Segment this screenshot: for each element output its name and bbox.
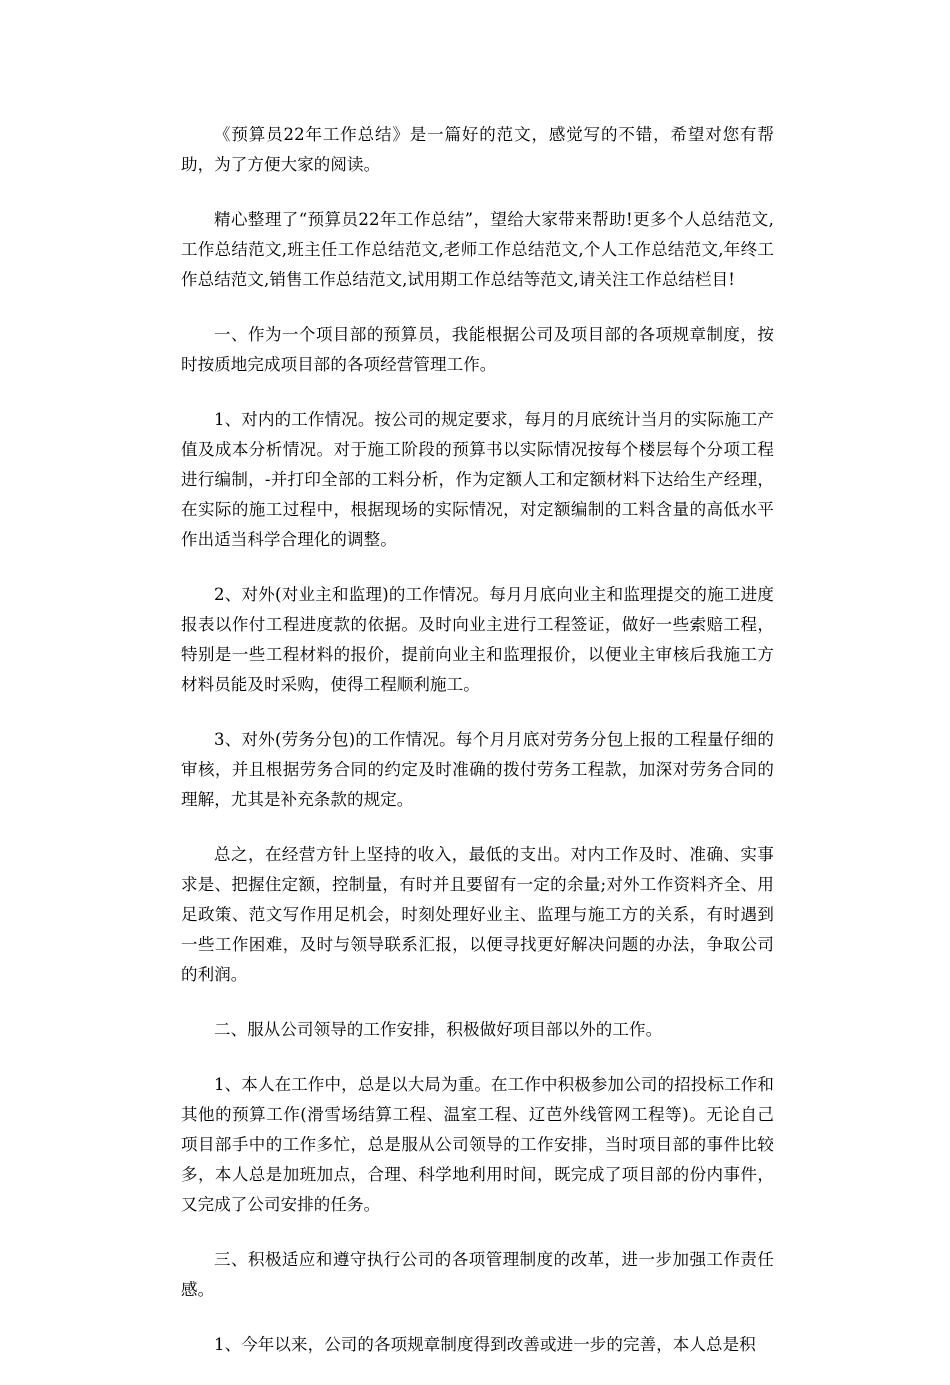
- document-body: [181, 120, 774, 1385]
- external-owner-paragraph: 2、对外(对业主和监理)的工作情况。每月月底向业主和监理提交的施工进度报表以作付工程进度款的依据。及时向业主进行工程签证，做好一些索赔工程，特别是一些工程材料的报价，提前向业主和监理报价，以便业主审核后我施工方材料员能及时采购，使得工程顺利施工。: [181, 585, 774, 694]
- intro-paragraph: 《预算员22年工作总结》是一篇好的范文，感觉写的不错，希望对您有帮助，为了方便大家的阅读。: [181, 125, 774, 174]
- section-two-heading: 二、服从公司领导的工作安排，积极做好项目部以外的工作。: [214, 1020, 663, 1039]
- recommendation-paragraph: 精心整理了“预算员22年工作总结”，望给大家带来帮助!更多个人总结范文,工作总结范文,班主任工作总结范文,老师工作总结范文,个人工作总结范文,年终工作总结范文,销售工作总结范文,试用期工作总结等范文,请关注工作总结栏目!: [181, 210, 774, 289]
- overall-situation-paragraph: 1、本人在工作中，总是以大局为重。在工作中积极参加公司的招投标工作和其他的预算工作(滑雪场结算工程、温室工程、辽芭外线管网工程等)。无论自己项目部手中的工作多忙，总是服从公司领导的工作安排，当时项目部的事件比较多，本人总是加班加点，合理、科学地利用时间，既完成了项目部的份内事件，又完成了公司安排的任务。: [181, 1075, 774, 1214]
- internal-work-paragraph: 1、对内的工作情况。按公司的规定要求，每月的月底统计当月的实际施工产值及成本分析情况。对于施工阶段的预算书以实际情况按每个楼层每个分项工程进行编制，-并打印全部的工料分析，作为定额人工和定额材料下达给生产经理，在实际的施工过程中，根据现场的实际情况，对定额编制的工料含量的高低水平作出适当科学合理化的调整。: [181, 410, 774, 549]
- section-one-heading: 一、作为一个项目部的预算员，我能根据公司及项目部的各项规章制度，按时按质地完成项目部的各项经营管理工作。: [181, 325, 774, 374]
- rules-improvement-paragraph: 1、今年以来，公司的各项规章制度得到改善或进一步的完善，本人总是积: [214, 1335, 756, 1354]
- summary-paragraph: 总之，在经营方针上坚持的收入，最低的支出。对内工作及时、准确、实事求是、把握住定额，控制量，有时并且要留有一定的余量;对外工作资料齐全、用足政策、范文写作用足机会，时刻处理好业主、监理与施工方的关系，有时遇到一些工作困难，及时与领导联系汇报，以便寻找更好解决问题的办法，争取公司的利润。: [181, 845, 774, 984]
- labor-subcontract-paragraph: 3、对外(劳务分包)的工作情况。每个月月底对劳务分包上报的工程量仔细的审核，并且根据劳务合同的约定及时准确的拨付劳务工程款，加深对劳务合同的理解，尤其是补充条款的规定。: [181, 730, 774, 809]
- section-three-heading: 三、积极适应和遵守执行公司的各项管理制度的改革，进一步加强工作责任感。: [181, 1250, 774, 1299]
